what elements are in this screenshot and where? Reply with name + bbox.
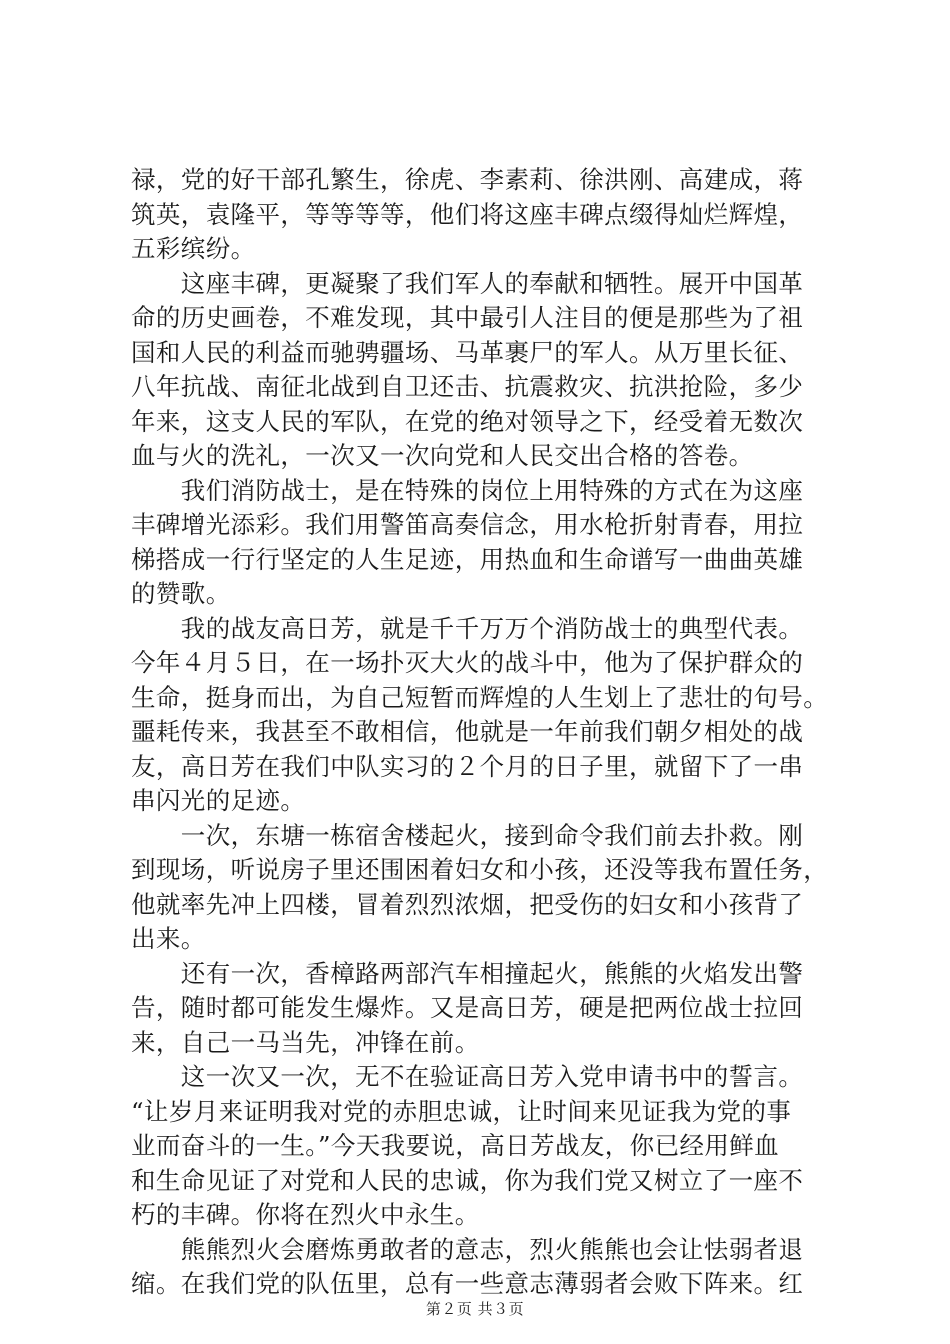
text-line: 今年４月５日，在一场扑灭大火的战斗中，他为了保护群众的 bbox=[131, 648, 804, 677]
text-line: 丰碑增光添彩。我们用警笛高奏信念，用水枪折射青春，用拉 bbox=[131, 510, 804, 539]
text-line: 命的历史画卷，不难发现，其中最引人注目的便是那些为了祖 bbox=[131, 303, 804, 332]
text-line: 来，自己一马当先，冲锋在前。 bbox=[131, 1027, 480, 1057]
text-line: 筑英，袁隆平，等等等等，他们将这座丰碑点缀得灿烂辉煌， bbox=[131, 199, 804, 229]
text-line: 这一次又一次，无不在验证高日芳入党申请书中的誓言。 bbox=[131, 1062, 804, 1091]
text-line: 梯搭成一行行坚定的人生足迹，用热血和生命谱写一曲曲英雄 bbox=[131, 544, 804, 574]
text-line: 出来。 bbox=[131, 924, 206, 953]
document-body bbox=[131, 163, 831, 1302]
text-line: 还有一次，香樟路两部汽车相撞起火，熊熊的火焰发出警 bbox=[131, 958, 804, 988]
text-line: 这座丰碑，更凝聚了我们军人的奉献和牺牲。展开中国革 bbox=[131, 268, 804, 298]
text-line: 熊熊烈火会磨炼勇敢者的意志，烈火熊熊也会让怯弱者退 bbox=[131, 1234, 804, 1264]
text-line: 一次，东塘一栋宿舍楼起火，接到命令我们前去扑救。刚 bbox=[131, 820, 804, 850]
text-line: 和生命见证了对党和人民的忠诚，你为我们党又树立了一座不 bbox=[131, 1165, 804, 1195]
text-line: 串闪光的足迹。 bbox=[131, 786, 306, 815]
text-line: 生命，挺身而出，为自己短暂而辉煌的人生划上了悲壮的句号。 bbox=[131, 682, 829, 712]
text-line: 五彩缤纷。 bbox=[131, 234, 256, 263]
text-line: 年来，这支人民的军队，在党的绝对领导之下，经受着无数次 bbox=[131, 406, 804, 436]
text-line: 缩。在我们党的队伍里，总有一些意志薄弱者会败下阵来。红 bbox=[131, 1269, 804, 1298]
page-footer bbox=[0, 1298, 950, 1319]
text-line: 八年抗战、南征北战到自卫还击、抗震救灾、抗洪抢险，多少 bbox=[131, 372, 804, 401]
text-line: 告，随时都可能发生爆炸。又是高日芳，硬是把两位战士拉回 bbox=[131, 993, 804, 1022]
text-line: “让岁月来证明我对党的赤胆忠诚，让时间来见证我为党的事 bbox=[131, 1096, 792, 1126]
text-line: 国和人民的利益而驰骋疆场、马革裹尸的军人。从万里长征、 bbox=[131, 337, 804, 367]
text-line: 禄，党的好干部孔繁生，徐虎、李素莉、徐洪刚、高建成，蒋 bbox=[131, 165, 804, 194]
text-line: 血与火的洗礼，一次又一次向党和人民交出合格的答卷。 bbox=[131, 441, 754, 470]
text-line: 噩耗传来，我甚至不敢相信，他就是一年前我们朝夕相处的战 bbox=[131, 717, 804, 746]
text-line: 他就率先冲上四楼，冒着烈烈浓烟，把受伤的妇女和小孩背了 bbox=[131, 889, 804, 919]
text-line: 友，高日芳在我们中队实习的２个月的日子里，就留下了一串 bbox=[131, 751, 804, 781]
text-line: 到现场，听说房子里还围困着妇女和小孩，还没等我布置任务， bbox=[131, 855, 829, 884]
page-number-label: 第２页 共３页 bbox=[425, 1300, 525, 1318]
text-line: 的赞歌。 bbox=[131, 579, 231, 608]
text-line: 我的战友高日芳，就是千千万万个消防战士的典型代表。 bbox=[131, 613, 804, 643]
text-line: 朽的丰碑。你将在烈火中永生。 bbox=[131, 1200, 480, 1229]
text-line: 业而奋斗的一生。”今天我要说，高日芳战友，你已经用鲜血 bbox=[131, 1131, 780, 1160]
text-line: 我们消防战士，是在特殊的岗位上用特殊的方式在为这座 bbox=[131, 475, 804, 505]
